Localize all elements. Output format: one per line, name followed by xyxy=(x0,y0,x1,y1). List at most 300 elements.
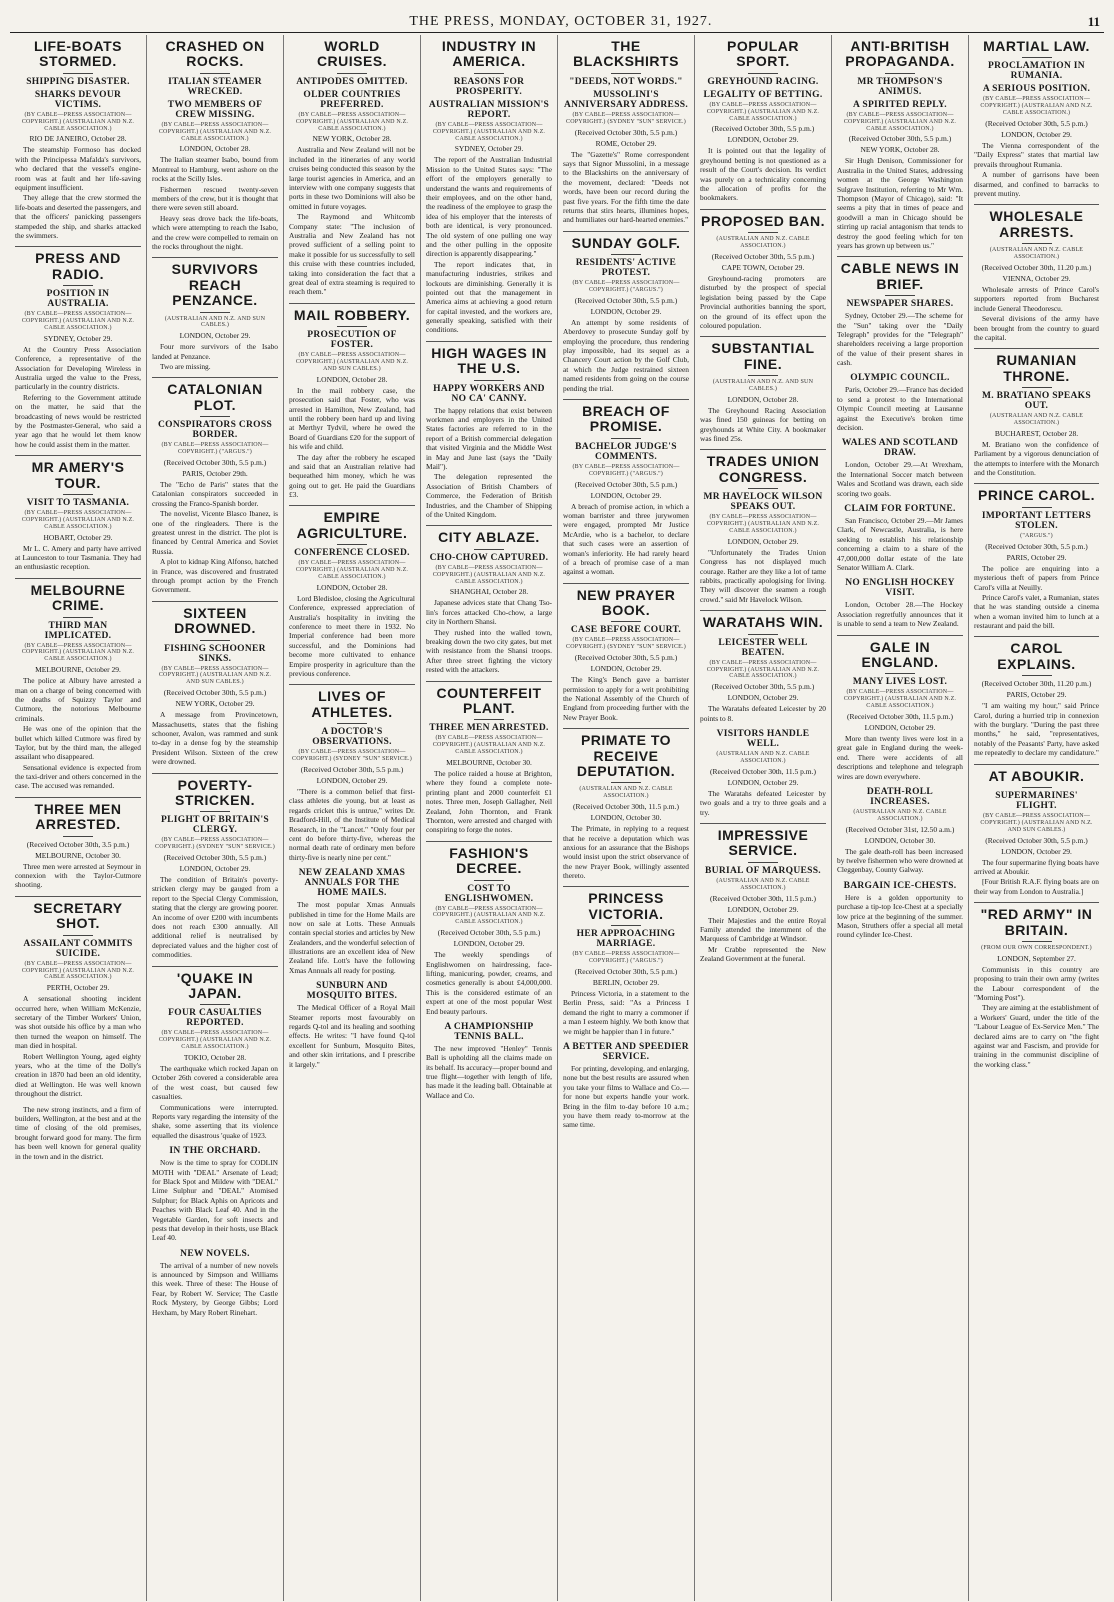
paragraph: Now is the time to spray for CODLIN MOTH with "DEAL" Arsenate of Lead; for Black Spot and Mildew with "DEAL" Lime Sulphur and "DEAL" Atomised Sulphur; for Black Aphis on Apricots and Peaches with Black Leaf 40. And in the Vegetable Garden, for soft insects and pests that develop in their hosts, use Black Leaf 40. xyxy=(152,1158,278,1243)
headline: AT ABOUKIR. xyxy=(988,767,1085,784)
subheadline: RESIDENTS' ACTIVE PROTEST. xyxy=(575,258,677,279)
paragraph: London, October 28.—The Hockey Association regretfully announces that it is unable to send a team to New Zealand. xyxy=(837,600,963,629)
cable-credit: (BY CABLE—PRESS ASSOCIATION—COPYRIGHT.) (AUSTRALIAN AND N.Z. CABLE ASSOCIATION.) xyxy=(158,1030,272,1051)
headline: MELBOURNE CRIME. xyxy=(30,581,126,614)
received-time: (Received October 30th, 11.20 p.m.) xyxy=(981,262,1092,272)
headline: PROPOSED BAN. xyxy=(701,212,825,229)
cable-credit: (BY CABLE—PRESS ASSOCIATION—COPYRIGHT.) (AUSTRALIAN AND N.Z. CABLE ASSOCIATION.) xyxy=(21,111,135,132)
received-time: (Received October 30th, 3.5 p.m.) xyxy=(26,839,130,849)
headline: SECRETARY SHOT. xyxy=(33,899,123,932)
paragraph: Mr Crabbe represented the New Zealand Government at the funeral. xyxy=(700,944,826,964)
dateline: VIENNA, October 29. xyxy=(1002,273,1071,283)
subheadline: BURIAL OF MARQUESS. xyxy=(705,865,821,876)
cable-credit: (BY CABLE—PRESS ASSOCIATION—COPYRIGHT.) (AUSTRALIAN AND N.Z. CABLE ASSOCIATION.) xyxy=(295,111,409,132)
cable-credit: (AUSTRALIAN AND N.Z. CABLE ASSOCIATION.) xyxy=(989,413,1084,426)
dateline: SHANGHAI, October 28. xyxy=(449,587,529,597)
received-time: (Received October 30th, 11.5 p.m.) xyxy=(710,893,816,903)
dateline: LONDON, October 29. xyxy=(727,777,799,787)
dateline: LONDON, October 30. xyxy=(864,835,936,845)
article xyxy=(700,336,826,443)
subheadline: LEICESTER WELL BEATEN. xyxy=(718,637,808,658)
received-time: (Received October 30th, 11.5 p.m.) xyxy=(847,711,953,721)
headline-rule xyxy=(474,380,504,381)
headline: RUMANIAN THRONE. xyxy=(996,352,1077,384)
article-body xyxy=(563,318,689,393)
received-time: (Received October 30th, 5.5 p.m.) xyxy=(711,124,815,134)
cable-credit: (BY CABLE—PRESS ASSOCIATION—COPYRIGHT.) (SYDNEY "SUN" SERVICE.) xyxy=(566,637,686,651)
cable-credit: (BY CABLE—PRESS ASSOCIATION—COPYRIGHT.) ("ARGUS.") xyxy=(572,280,680,293)
article xyxy=(837,635,963,781)
subheadline: WALES AND SCOTLAND DRAW. xyxy=(841,438,959,459)
column-rule xyxy=(974,636,1099,637)
cable-credit: (AUSTRALIAN AND N.Z. CABLE ASSOCIATION.) xyxy=(716,236,810,250)
cable-credit: (BY CABLE—PRESS ASSOCIATION—COPYRIGHT.) (AUSTRALIAN AND N.Z. CABLE ASSOCIATION.) xyxy=(432,905,546,926)
article xyxy=(974,902,1099,1069)
paragraph: Mr L. C. Amery and party have arrived at Launceston to tour Tasmania. They had an enthusiastic reception. xyxy=(15,543,141,572)
article xyxy=(426,681,552,835)
article-body xyxy=(289,145,415,296)
article xyxy=(974,636,1099,757)
article xyxy=(837,787,963,875)
paragraph: He was one of the opinion that the bullet which killed Cutmore was fired by Taylor, but by the third man, the alleged assailant who disappeared. xyxy=(15,724,141,762)
received-time: (Received October 30th, 5.5 p.m.) xyxy=(574,127,678,137)
article-body xyxy=(563,150,689,225)
paragraph: The Vienna correspondent of the "Daily Express" states that martial law prevails throughout Rumania. xyxy=(974,141,1099,169)
paragraph: The police at Albury have arrested a man on a charge of being concerned with the deaths of Squizzy Taylor and Cutmore, the notorious Melbourne criminals. xyxy=(15,676,141,723)
cable-credit: (BY CABLE—PRESS ASSOCIATION—COPYRIGHT.) ("ARGUS.") xyxy=(572,951,680,965)
article xyxy=(152,601,278,767)
headline: THE BLACKSHIRTS xyxy=(573,38,679,70)
article-body xyxy=(837,460,963,498)
article xyxy=(15,797,141,890)
paragraph: The four supermarine flying boats have arrived at Aboukir. xyxy=(974,857,1099,877)
paragraph: The arrival of a number of new novels is announced by Simpson and Williams this week. Three of these: The House of Fear, by Robert W. Service; The Castle Rock Mystery, by George Gibbs; Lord Hexham, by Mary Robert Rinehart. xyxy=(152,1260,278,1317)
paragraph: Referring to the Government attitude on the matter, he said that the broadcasting of news would be restricted by the Postmaster-General, who said a year ago that he would let them know how he could assist them in the matter. xyxy=(15,392,141,449)
paragraph: The Greyhound Racing Association was fined 150 guineas for betting on greyhounds at White City. A bookmaker was fined 25s. xyxy=(700,405,826,444)
paragraph: Wholesale arrests of Prince Carol's supporters reported from Bucharest include General Theodorescu. xyxy=(974,284,1099,313)
headline: FASHION'S DECREE. xyxy=(449,844,529,877)
article xyxy=(837,256,963,367)
article xyxy=(837,578,963,628)
subheadline: CONSPIRATORS CROSS BORDER. xyxy=(157,420,273,441)
headline: PRINCE CAROL. xyxy=(978,487,1095,504)
paragraph: The weekly spendings of Englishwomen on hairdressing, face-lifting, manicuring, powder, creams, and cosmetics generally is about £4,000,000. This is the considered estimate of an expert at one of the most popular West End beauty parlours. xyxy=(426,950,552,1016)
article-body xyxy=(837,847,963,875)
column-rule xyxy=(974,348,1099,349)
column-7 xyxy=(832,35,969,1601)
paragraph: A number of garrisons have been disarmed, and confined to barracks to prevent mutiny. xyxy=(974,170,1099,199)
paragraph: The new strong instincts, and a firm of builders, Wellington, at the best and at the time of closing of the old premises, brought forward good for many. The firm has been well known for general quality in the town and in the district. xyxy=(15,1104,141,1161)
cable-credit: (BY CABLE—PRESS ASSOCIATION—COPYRIGHT.) (AUSTRALIAN AND N.Z. CABLE ASSOCIATION.) xyxy=(706,659,820,680)
headline: CITY ABLAZE. xyxy=(438,529,540,546)
paragraph: The Raymond and Whitcomb Company state: "The inclusion of Australia and New Zealand has not proved sufficient of a selling point to make it possible for us successfully to sell this cruise with these countries included, taking into consideration the fact that a great deal of extra steaming is required to reach them." xyxy=(289,212,415,297)
article-body xyxy=(563,989,689,1036)
dateline: LONDON, October 29. xyxy=(727,536,799,546)
article xyxy=(152,966,278,1141)
subheadline-secondary: TWO MEMBERS OF CREW MISSING. xyxy=(167,99,263,120)
cable-credit: (BY CABLE—PRESS ASSOCIATION—COPYRIGHT.) (AUSTRALIAN AND N.Z. CABLE ASSOCIATION.) xyxy=(706,101,820,122)
cable-credit: (BY CABLE—PRESS ASSOCIATION—COPYRIGHT.) (AUSTRALIAN AND N.Z. AND SUN CABLES.) xyxy=(980,812,1093,833)
column-rule xyxy=(15,578,141,579)
article xyxy=(837,373,963,432)
article xyxy=(289,505,415,678)
cable-credit: (AUSTRALIAN AND N.Z. CABLE ASSOCIATION.) xyxy=(716,877,810,891)
article-body xyxy=(837,893,963,940)
article-body xyxy=(152,1261,278,1317)
headline-rule xyxy=(1022,57,1052,58)
headline: LIFE-BOATS STORMED. xyxy=(34,38,122,70)
column-rule xyxy=(15,246,141,247)
article-body xyxy=(426,406,552,520)
article-body xyxy=(837,734,963,781)
headline: CAROL EXPLAINS. xyxy=(997,640,1076,672)
headline: EMPIRE AGRICULTURE. xyxy=(296,509,408,541)
article xyxy=(289,303,415,500)
paragraph: The Primate, in replying to a request that he receive a deputation which was anxious for an assurance that the Bishops would insist upon the strict observance of the new Prayer Book, willingly assented thereto. xyxy=(563,824,689,881)
column-rule xyxy=(700,823,826,824)
column-rule xyxy=(289,505,415,506)
article-body xyxy=(563,1064,689,1130)
column-rule xyxy=(700,209,826,210)
headline-rule xyxy=(1022,387,1052,388)
received-time: (Received October 30th, 5.5 p.m.) xyxy=(163,853,267,863)
subheadline-secondary: SHARKS DEVOUR VICTIMS. xyxy=(34,89,122,110)
article xyxy=(289,981,415,1069)
subheadline: ITALIAN STEAMER WRECKED. xyxy=(168,76,262,97)
subheadline: MR THOMPSON'S ANIMUS. xyxy=(857,76,943,97)
subheadline-secondary: A SERIOUS POSITION. xyxy=(982,84,1091,95)
subheadline: THREE MEN ARRESTED. xyxy=(429,723,549,734)
paragraph: The Italian steamer Isabo, bound from Montreal to Hamburg, went ashore on the rocks at the Scilly Isles. xyxy=(152,155,278,184)
article-body xyxy=(426,1044,552,1100)
cable-credit: (BY CABLE—PRESS ASSOCIATION—COPYRIGHT.) (AUSTRALIAN AND N.Z. CABLE ASSOCIATION.) xyxy=(21,960,135,981)
column-3 xyxy=(284,35,421,1601)
article xyxy=(426,341,552,519)
article xyxy=(700,449,826,604)
dateline: LONDON, October 28. xyxy=(316,374,388,384)
column-rule xyxy=(700,449,826,450)
paragraph: The steamship Formoso has docked with the Principessa Mafalda's survivors, who declared that the vessel's engine-room was at fault and her life-saving equipment insufficient. xyxy=(15,145,141,193)
headline: COUNTERFEIT PLANT. xyxy=(436,684,542,716)
headline: WARATAHS WIN. xyxy=(702,614,824,631)
dateline: MELBOURNE, October 30. xyxy=(35,850,121,860)
received-time: (Received October 30th, 5.5 p.m.) xyxy=(848,134,952,144)
headline-rule xyxy=(611,782,641,783)
article xyxy=(837,504,963,572)
cable-credit: (AUSTRALIAN AND N.Z. AND SUN CABLES.) xyxy=(712,379,814,392)
masthead xyxy=(10,8,1104,33)
column-1 xyxy=(10,35,147,1601)
column-rule xyxy=(426,525,552,526)
headline: INDUSTRY IN AMERICA. xyxy=(441,38,537,70)
article xyxy=(426,39,552,335)
article xyxy=(152,773,278,960)
article-body xyxy=(700,548,826,604)
paragraph: Here is a golden opportunity to purchase a tip-top Ice-Chest at a specially low price at the beginning of the summer. Mason, Struthers offer a special all metal round cylinder Ice-Chest. xyxy=(837,892,963,940)
headline-rule xyxy=(885,295,915,296)
cable-credit: (BY CABLE—PRESS ASSOCIATION—COPYRIGHT.) (AUSTRALIAN AND N.Z. CABLE ASSOCIATION.) xyxy=(21,311,135,331)
headline-rule xyxy=(337,544,367,545)
dateline: LONDON, October 28. xyxy=(727,394,799,404)
dateline: BERLIN, October 29. xyxy=(592,978,660,988)
column-rule xyxy=(15,797,141,798)
column-5 xyxy=(558,35,695,1601)
headline: MAIL ROBBERY. xyxy=(293,306,411,323)
subheadline: SHIPPING DISASTER. xyxy=(26,76,130,87)
headline-rule xyxy=(474,73,504,74)
subheadline: PROCLAMATION IN RUMANIA. xyxy=(988,61,1085,82)
cable-credit: (BY CABLE—PRESS ASSOCIATION—COPYRIGHT.) (SYDNEY "SUN" SERVICE.) xyxy=(155,837,275,851)
headline-rule xyxy=(748,375,778,376)
column-rule xyxy=(563,399,689,400)
dateline: LONDON, October 29. xyxy=(727,135,799,145)
headline-rule xyxy=(748,488,778,489)
subheadline-secondary: OLDER COUNTRIES PREFERRED. xyxy=(303,89,401,110)
headline-rule xyxy=(1022,243,1052,244)
subheadline: MANY LIVES LOST. xyxy=(852,677,948,688)
dateline: SYDNEY, October 29. xyxy=(43,333,113,343)
paragraph: Heavy seas drove back the life-boats, which were attempting to reach the Isabo, and the crew were compelled to remain on the rocks throughout the night. xyxy=(152,213,278,251)
headline: WHOLESALE ARRESTS. xyxy=(989,208,1084,240)
paragraph: The police are enquiring into a mysterious theft of papers from Prince Carol's villa at Neuilly. xyxy=(974,563,1099,592)
dateline: LONDON, October 29. xyxy=(590,306,662,316)
headline: MARTIAL LAW. xyxy=(983,38,1090,54)
paragraph: San Francisco, October 29.—Mr James Clark, of Newcastle, Australia, is here seeking to establish his relationship concerning a claim to a share of the 47,000,000 dollar estate of the late Senator William A. Clark. xyxy=(837,516,963,572)
cable-credit: (BY CABLE—PRESS ASSOCIATION—COPYRIGHT.) (AUSTRALIAN AND N.Z. AND SUN CABLES.) xyxy=(295,352,409,372)
column-6 xyxy=(695,35,832,1601)
dateline: CAPE TOWN, October 29. xyxy=(721,262,805,272)
received-time: (Received October 30th, 5.5 p.m.) xyxy=(574,653,678,663)
column-4 xyxy=(421,35,558,1601)
article-body xyxy=(289,594,415,679)
paragraph: "I am waiting my hour," said Prince Carol, during a hurried trip in connexion with the burglary. "During the past three months," he said, "representatives, notably of the Peasants' Party, have asked me repeatedly to declare my candidature." xyxy=(974,701,1099,758)
article-body xyxy=(152,875,278,960)
received-time: (Received October 30th, 5.5 p.m.) xyxy=(711,682,815,692)
headline-rule xyxy=(1022,507,1052,508)
received-time: (Received October 30th, 5.5 p.m.) xyxy=(574,295,678,305)
subheadline: A CHAMPIONSHIP TENNIS BALL. xyxy=(444,1021,534,1042)
column-2 xyxy=(147,35,284,1601)
article xyxy=(563,399,689,577)
cable-credit: (AUSTRALIAN AND N.Z. CABLE ASSOCIATION.) xyxy=(579,786,673,800)
headline: NEW PRAYER BOOK. xyxy=(576,586,676,619)
dateline: PARIS, October 29th. xyxy=(182,469,248,479)
cable-credit: (BY CABLE—PRESS ASSOCIATION—COPYRIGHT.) ("ARGUS.") xyxy=(161,442,269,456)
headline: SIXTEEN DROWNED. xyxy=(174,604,256,637)
cable-credit: (AUSTRALIAN AND N.Z. CABLE ASSOCIATION.) xyxy=(716,751,810,764)
dateline: LONDON, October 28. xyxy=(316,582,388,592)
paragraph: Robert Wellington Young, aged eighty years, who at the time of the Dolly's creation in 1870 had been an old identity, died at Wellington. He was well known throughout the district. xyxy=(15,1051,141,1099)
article xyxy=(289,868,415,975)
dateline: NEW YORK, October 29. xyxy=(175,699,255,709)
paragraph: The report of the Australian Industrial Mission to the United States says: "The effort of the employers generally to understand the wants and requirements of their employees, and on the other hand, the readiness of the employee to grasp the idea of his employer that the interests of both are identical, is very pronounced. The old system of one pulling one way and the other pulling in the opposite direction is apparently disappearing." xyxy=(426,155,552,259)
subheadline: FISHING SCHOONER SINKS. xyxy=(164,643,266,664)
article xyxy=(974,483,1099,630)
article xyxy=(426,525,552,674)
received-time: (Received October 30th, 5.5 p.m.) xyxy=(985,835,1088,845)
article xyxy=(700,610,826,723)
article-body xyxy=(426,769,552,835)
article xyxy=(426,1022,552,1100)
article xyxy=(426,841,552,1016)
cable-credit: (AUSTRALIAN AND N.Z. AND SUN CABLES.) xyxy=(164,315,266,329)
headline-rule xyxy=(1022,675,1052,676)
headline-rule xyxy=(63,617,93,618)
article-body xyxy=(700,274,826,330)
headline: POPULAR SPORT. xyxy=(727,38,799,70)
subheadline-secondary: A SPIRITED REPLY. xyxy=(853,99,947,110)
paragraph: Prince Carol's valet, a Rumanian, states that he was standing outside a cinema when a woman invited him to lunch at a restaurant and paid the bill. xyxy=(974,592,1099,631)
subheadline: HER APPROACHING MARRIAGE. xyxy=(576,929,676,950)
dateline: ROME, October 29. xyxy=(595,138,657,148)
article-body xyxy=(563,675,689,722)
article xyxy=(974,39,1099,198)
received-time: (Received October 30th, 5.5 p.m.) xyxy=(163,688,267,698)
headline: LIVES OF ATHLETES. xyxy=(311,688,393,720)
headline: THREE MEN ARRESTED. xyxy=(34,800,122,833)
dateline: LONDON, September 27. xyxy=(997,953,1076,963)
column-rule xyxy=(700,336,826,337)
paragraph: They rushed into the walled town, breaking down the two city gates, but met with resistance from the Shansi troops. After three street fighting the victory rested with the attackers. xyxy=(426,627,552,675)
paragraph: Two are missing. xyxy=(160,362,211,372)
paragraph: "There is a common belief that first-class athletes die young, but at least as regards cricket this is untrue," writes Dr. Bradford-Hill, of the Institute of Medical Research, in the "Lancet." "Only four per cent do before thirty-five, whereas the normal death rate of ordinary men before thirty-five is nearly nine per cent." xyxy=(289,786,415,862)
subheadline-secondary: LEGALITY OF BETTING. xyxy=(703,89,823,100)
dateline: NEW YORK, October 28. xyxy=(860,145,940,155)
received-time: (Received October 30th, 5.5 p.m.) xyxy=(985,119,1088,129)
headline-rule xyxy=(337,326,367,327)
article xyxy=(15,39,141,240)
subheadline: BARGAIN ICE-CHESTS. xyxy=(843,880,957,891)
headline-rule xyxy=(200,416,230,417)
subheadline: M. BRATIANO SPEAKS OUT. xyxy=(982,391,1091,412)
paragraph: For printing, developing, and enlarging, none but the best results are assured when you take your films to Wallace and Co.—for none but experts handle your work. Bring in the film to-day before 10 a.m.; you have them ready to-morrow at the same time. xyxy=(563,1064,689,1130)
article xyxy=(563,728,689,880)
paragraph: Sydney, October 29.—The scheme for the "Sun" taking over the "Daily Telegraph" provides for the "Telegraph" shareholders receiving a large proportion of the value of their present shares in cash. xyxy=(837,311,963,368)
headline: SUBSTANTIAL FINE. xyxy=(711,340,815,372)
paragraph: Japanese advices state that Chang Tso-lin's forces attacked Cho-chow, a large city in Northern Shansi. xyxy=(426,598,552,627)
paragraph: The Waratahs defeated Leicester by two goals and a try to three goals and a try. xyxy=(700,788,826,817)
cable-credit: (AUSTRALIAN AND N.Z. CABLE ASSOCIATION.) xyxy=(989,247,1084,261)
article-body xyxy=(152,342,278,371)
article-body xyxy=(152,710,278,766)
column-rule xyxy=(426,841,552,842)
subheadline: IMPORTANT LETTERS STOLEN. xyxy=(981,510,1092,531)
article-body xyxy=(974,858,1099,897)
headline: CRASHED ON ROCKS. xyxy=(165,38,265,70)
dateline: LONDON, October 30. xyxy=(590,813,662,823)
column-rule xyxy=(563,886,689,887)
article-body xyxy=(700,916,826,964)
paragraph: They allege that the crew stormed the life-boats and deserted the passengers, and that the officers' panicking passengers stampeded the ship, and sharks attacked the swimmers. xyxy=(15,193,142,240)
subheadline: PROSECUTION OF FOSTER. xyxy=(307,330,397,351)
subheadline: GREYHOUND RACING. xyxy=(707,76,819,87)
dateline: TOKIO, October 28. xyxy=(183,1053,247,1063)
subheadline: PLIGHT OF BRITAIN'S CLERGY. xyxy=(161,815,269,836)
cable-credit: (BY CABLE—PRESS ASSOCIATION—COPYRIGHT.) (AUSTRALIAN AND N.Z. CABLE ASSOCIATION.) xyxy=(432,735,546,756)
dateline: LONDON, October 29. xyxy=(453,939,525,949)
paragraph: An attempt by some residents of Aberdovey to prosecute Sunday golf by employing the procedure, thus rendering play impossible, had its sequel as a Chancery Court action by the Golf Club, at which the Judge restrained sixteen named residents from going on the course pending the trial. xyxy=(563,317,689,393)
column-rule xyxy=(974,902,1099,903)
paragraph: M. Bratiano won the confidence of Parliament by a vigorous denunciation of the attempts to interfere with the Monarch and the Constitution. xyxy=(974,439,1099,478)
cable-credit: (BY CABLE—PRESS ASSOCIATION—COPYRIGHT.) (AUSTRALIAN AND N.Z. CABLE ASSOCIATION.) xyxy=(21,509,135,530)
dateline: NEW YORK, October 28. xyxy=(312,134,392,144)
headline-rule xyxy=(748,862,778,863)
article-body xyxy=(15,994,141,1098)
paragraph: A message from Provincetown, Massachusetts, states that the fishing schooner, Avalon, was rammed and sunk to-day in a dense fog by the steamship President Wilson. Sixteen of the crew were drowned. xyxy=(152,710,278,767)
headline: PRINCESS VICTORIA. xyxy=(588,890,664,922)
headline-rule xyxy=(200,640,230,641)
article-body xyxy=(563,824,689,880)
article xyxy=(15,455,141,572)
cable-credit: (BY CABLE—PRESS ASSOCIATION—COPYRIGHT.) (AUSTRALIAN AND N.Z. CABLE ASSOCIATION.) xyxy=(843,689,957,710)
headline: CABLE NEWS IN BRIEF. xyxy=(840,260,960,292)
subheadline: NEW ZEALAND XMAS ANNUALS FOR THE HOME MAILS. xyxy=(298,868,406,899)
column-rule xyxy=(837,256,963,257)
column-rule xyxy=(563,583,689,584)
paragraph: The happy relations that exist between workmen and employers in the United States factories are referred to in the report of a British commercial delegation that visited Virginia and the Middle West in May and June last (says the "Daily Mail"). xyxy=(426,405,552,471)
received-time: (Received October 30th, 5.5 p.m.) xyxy=(163,458,267,468)
article-body xyxy=(426,155,552,334)
article xyxy=(563,583,689,723)
article-body xyxy=(289,1003,415,1069)
subheadline: THIRD MAN IMPLICATED. xyxy=(44,620,112,641)
headline: "RED ARMY" IN BRITAIN. xyxy=(980,906,1093,938)
dateline: HOBART, October 29. xyxy=(43,532,113,542)
paragraph: The King's Bench gave a barrister permission to apply for a writ prohibiting the National Assembly of the Church of England from proceeding further with the New Prayer Book. xyxy=(563,675,689,722)
dateline: LONDON, October 29. xyxy=(864,722,936,732)
subheadline: ASSAILANT COMMITS SUICIDE. xyxy=(23,938,133,959)
paragraph: It is pointed out that the legality of greyhound betting is not questioned as a result of the Court's decision. Its verdict was purely on a technicality concerning the allocation of profits for the bookmakers. xyxy=(700,146,826,203)
column-rule xyxy=(974,483,1099,484)
article-body xyxy=(289,900,415,975)
headline: TRADES UNION CONGRESS. xyxy=(706,453,820,485)
headline-rule xyxy=(611,621,641,622)
subheadline: HAPPY WORKERS AND NO CA' CANNY. xyxy=(433,383,545,404)
subheadline: DEATH-ROLL INCREASES. xyxy=(866,786,934,807)
paragraph: The Waratahs defeated Leicester by 20 points to 8. xyxy=(700,704,826,723)
paragraph: Their Majesties and the entire Royal Family attended the internment of the Marquess of Cambridge at Windsor. xyxy=(700,915,826,944)
article-body xyxy=(700,406,826,444)
cable-credit: (BY CABLE—PRESS ASSOCIATION—COPYRIGHT.) (AUSTRALIAN AND N.Z. CABLE ASSOCIATION.) xyxy=(432,121,546,142)
article-body xyxy=(837,385,963,432)
article-body xyxy=(15,145,141,240)
cable-credit: (BY CABLE—PRESS ASSOCIATION—COPYRIGHT.) (SYDNEY "SUN" SERVICE.) xyxy=(566,111,686,125)
article-body xyxy=(15,544,141,572)
article xyxy=(152,257,278,371)
article-body xyxy=(974,965,1099,1069)
headline: PRIMATE TO RECEIVE DEPUTATION. xyxy=(576,732,676,779)
article xyxy=(974,764,1099,897)
column-rule xyxy=(974,764,1099,765)
headline: GALE IN ENGLAND. xyxy=(861,638,939,670)
headline-rule xyxy=(200,1004,230,1005)
article xyxy=(289,684,415,862)
headline: IMPRESSIVE SERVICE. xyxy=(717,827,809,859)
paragraph: Sensational evidence is expected from the taxi-driver and others concerned in the case. The accused was remanded. xyxy=(15,762,141,791)
cable-credit: (BY CABLE—PRESS ASSOCIATION—COPYRIGHT.) (AUSTRALIAN AND N.Z. CABLE ASSOCIATION.) xyxy=(980,96,1093,117)
headline-rule xyxy=(200,811,230,812)
article-body xyxy=(974,440,1099,478)
cable-credit: (BY CABLE—PRESS ASSOCIATION—COPYRIGHT.) (AUSTRALIAN AND N.Z. CABLE ASSOCIATION.) xyxy=(843,111,957,132)
headline-rule xyxy=(200,73,230,74)
article-body xyxy=(152,1158,278,1243)
column-rule xyxy=(15,455,141,456)
headline-rule xyxy=(611,254,641,255)
headline-rule xyxy=(337,723,367,724)
headline-rule xyxy=(748,73,778,74)
paragraph: Several divisions of the army have been brought from the country to guard the capital. xyxy=(974,314,1099,342)
column-rule xyxy=(289,684,415,685)
